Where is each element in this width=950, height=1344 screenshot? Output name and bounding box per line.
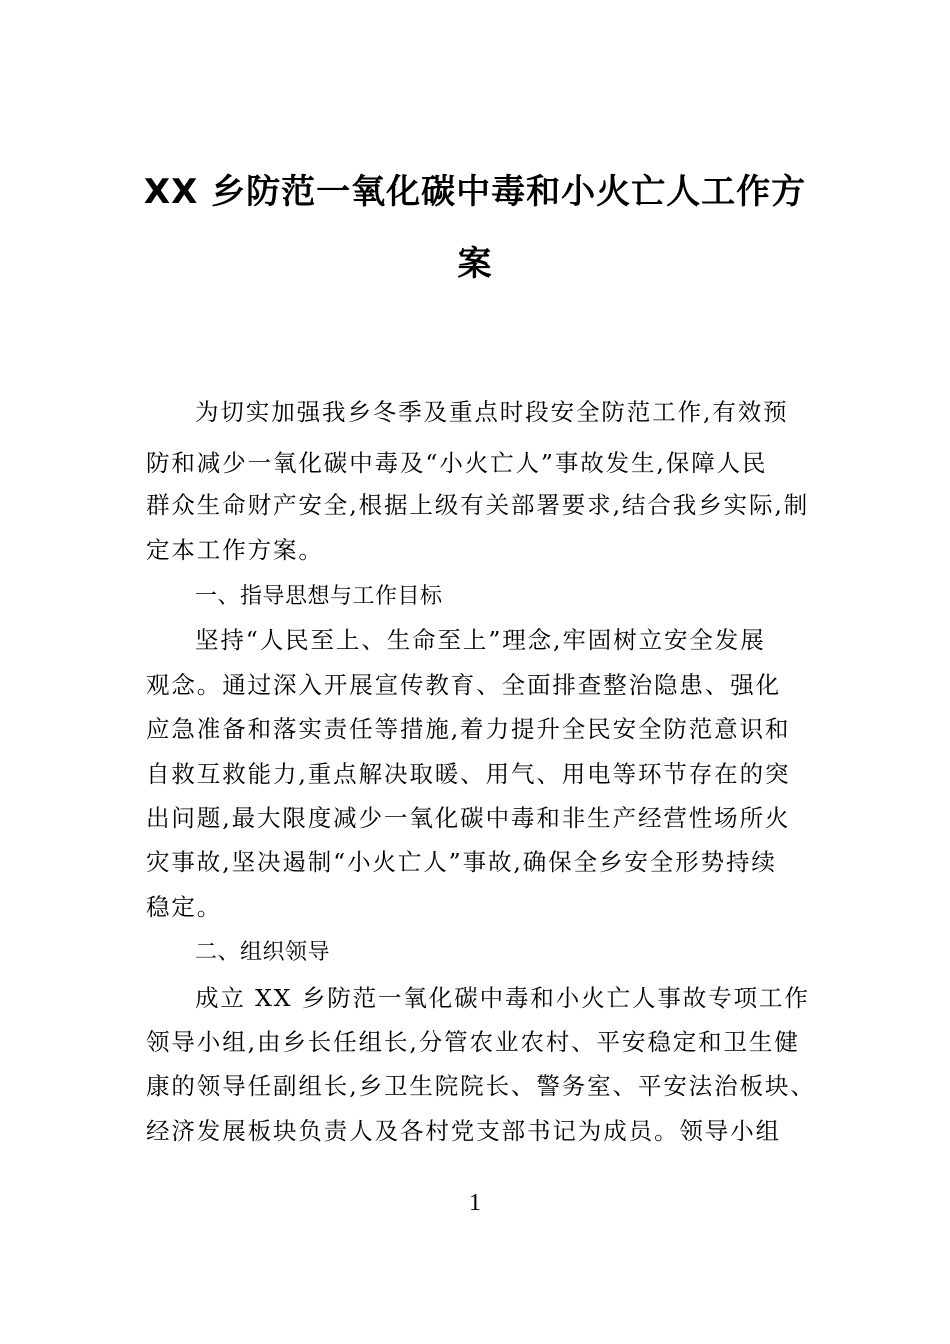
section-2-heading: 二、组织领导 [195, 940, 331, 965]
intro-line-4: 定本工作方案。 [146, 536, 324, 564]
section-1-line-7: 稳定。 [146, 893, 223, 921]
document-title-line-2: 案 [457, 244, 493, 284]
page-number: 1 [469, 1190, 481, 1216]
document-title-line-1: XX 乡防范一氧化碳中毒和小火亡人工作方 [143, 172, 807, 212]
section-2-line-1: 成立 XX 乡防范一氧化碳中毒和小火亡人事故专项工作 [195, 984, 810, 1012]
intro-line-2: 防和减少一氧化碳中毒及“小火亡人”事故发生,保障人民 [146, 449, 768, 477]
section-2-line-3: 康的领导任副组长,乡卫生院院长、警务室、平安法治板块、 [146, 1072, 816, 1100]
intro-line-3: 群众生命财产安全,根据上级有关部署要求,结合我乡实际,制 [146, 491, 810, 519]
section-1-line-1: 坚持“人民至上、生命至上”理念,牢固树立安全发展 [195, 626, 766, 654]
section-1-heading: 一、指导思想与工作目标 [195, 584, 443, 609]
intro-line-1: 为切实加强我乡冬季及重点时段安全防范工作,有效预 [195, 398, 789, 426]
section-1-line-6: 灾事故,坚决遏制“小火亡人”事故,确保全乡安全形势持续 [146, 848, 777, 876]
section-2-line-2: 领导小组,由乡长任组长,分管农业农村、平安稳定和卫生健 [146, 1028, 800, 1056]
section-1-line-5: 出问题,最大限度减少一氧化碳中毒和非生产经营性场所火 [146, 804, 791, 832]
section-2-line-4: 经济发展板块负责人及各村党支部书记为成员。领导小组 [146, 1117, 781, 1145]
section-1-line-2: 观念。通过深入开展宣传教育、全面排查整治隐患、强化 [146, 671, 781, 699]
section-1-line-3: 应急准备和落实责任等措施,着力提升全民安全防范意识和 [146, 715, 791, 743]
section-1-line-4: 自救互救能力,重点解决取暖、用气、用电等环节存在的突 [146, 760, 791, 788]
